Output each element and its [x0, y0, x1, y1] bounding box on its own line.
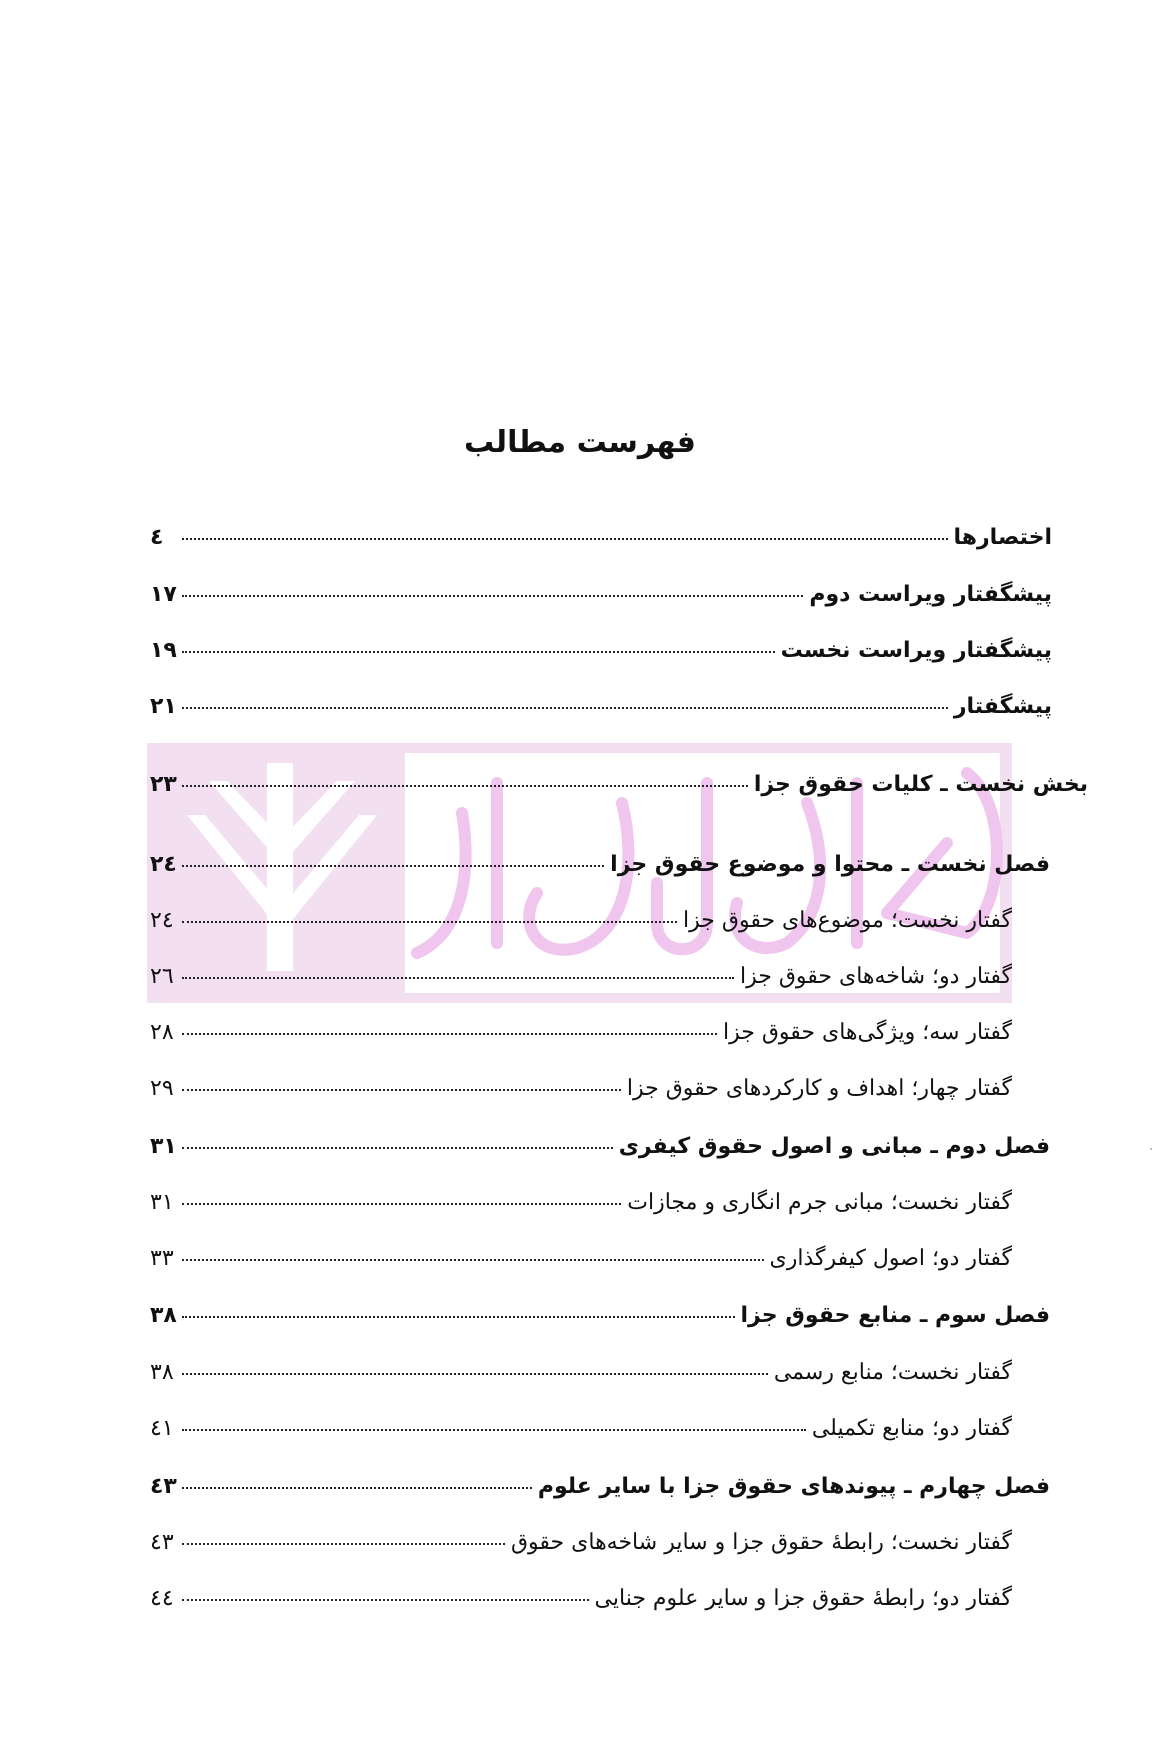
- toc-entry-page: ٤: [150, 525, 164, 550]
- toc-entry-label: گفتار چهار؛ اهداف و کارکردهای حقوق جزا: [626, 1076, 1012, 1101]
- toc-entry-label: گفتار نخست؛ رابطهٔ حقوق جزا و سایر شاخه‌های حقوق: [510, 1530, 1012, 1555]
- dotted-leader: [182, 1429, 806, 1431]
- toc-entry-page: ۲۳: [150, 772, 177, 797]
- dotted-leader: [182, 651, 775, 653]
- toc-entry-section[interactable]: [150, 1190, 1012, 1230]
- dotted-leader: [182, 707, 948, 709]
- toc-entry-page: ۳۱: [150, 1134, 177, 1159]
- toc-entry-label: پیشگفتار: [953, 694, 1052, 719]
- dotted-leader: [182, 1089, 621, 1091]
- dotted-leader: [182, 595, 803, 597]
- toc-entry-chapter[interactable]: [150, 852, 1050, 892]
- toc-entry-page: ٤۳: [150, 1474, 177, 1499]
- toc-entry-label: فصل چهارم ـ پیوندهای حقوق جزا با سایر علوم: [537, 1474, 1050, 1499]
- toc-entry-part[interactable]: [150, 772, 1088, 812]
- toc-entry-page: ۲۹: [150, 1076, 174, 1101]
- toc-entry-page: ۳۱: [150, 1190, 174, 1215]
- toc-entry-label: گفتار دو؛ منابع تکمیلی: [811, 1416, 1012, 1441]
- toc-entry-page: ۲٤: [150, 852, 177, 877]
- toc-entry-page: ۳۸: [150, 1360, 174, 1385]
- toc-entry-section[interactable]: [150, 964, 1012, 1004]
- toc-entry-page: ۲٤: [150, 908, 174, 933]
- toc-entry-label: بخش نخست ـ کلیات حقوق جزا: [753, 772, 1088, 797]
- dotted-leader: [182, 1316, 735, 1318]
- toc-entry-section[interactable]: [150, 908, 1012, 948]
- dotted-leader: [182, 1487, 532, 1489]
- toc-entry-label: فصل سوم ـ منابع حقوق جزا: [740, 1303, 1050, 1328]
- dotted-leader: [182, 1147, 613, 1149]
- toc-entry-label: فصل دوم ـ مبانی و اصول حقوق کیفری: [618, 1134, 1050, 1159]
- toc-entry-page: ۳۸: [150, 1303, 177, 1328]
- toc-entry-page: ۲٦: [150, 964, 174, 989]
- dotted-leader: [182, 1259, 764, 1261]
- toc-entry-chapter[interactable]: [150, 1303, 1050, 1343]
- toc-entry-chapter[interactable]: [150, 1474, 1050, 1514]
- toc-entry-label: گفتار دو؛ اصول کیفرگذاری: [769, 1246, 1012, 1271]
- toc-entry-label: پیشگفتار ویراست دوم: [809, 582, 1052, 607]
- toc-entry-label: فصل نخست ـ محتوا و موضوع حقوق جزا: [610, 852, 1050, 877]
- dotted-leader: [182, 538, 948, 540]
- toc-entry-page: ۱۹: [150, 638, 177, 663]
- page-title: فهرست مطالب: [464, 425, 696, 460]
- toc-entry-chapter[interactable]: [150, 1134, 1050, 1174]
- toc-entry-label: گفتار نخست؛ مبانی جرم انگاری و مجازات: [627, 1190, 1012, 1215]
- toc-entry-page: ۲۸: [150, 1020, 174, 1045]
- toc-entry-section[interactable]: [150, 1416, 1012, 1456]
- dotted-leader: [182, 977, 734, 979]
- toc-entry-page: ۳۳: [150, 1246, 174, 1271]
- toc-entry-label: گفتار دو؛ شاخه‌های حقوق جزا: [739, 964, 1012, 989]
- toc-entry-page: ٤٤: [150, 1586, 174, 1611]
- toc-entry-label: اختصارها: [953, 525, 1052, 550]
- toc-entry-page: ۱۷: [150, 582, 177, 607]
- toc-entry-label: گفتار سه؛ ویژگی‌های حقوق جزا: [723, 1020, 1012, 1045]
- toc-entry-page: ٤۳: [150, 1530, 174, 1555]
- toc-entry-label: گفتار نخست؛ منابع رسمی: [773, 1360, 1012, 1385]
- toc-entry-section[interactable]: [150, 1530, 1012, 1570]
- toc-entry-page: ٤۱: [150, 1416, 174, 1441]
- dotted-leader: [182, 1033, 717, 1035]
- toc-entry[interactable]: [150, 582, 1052, 622]
- toc-entry[interactable]: [150, 525, 1052, 565]
- toc-entry-label: پیشگفتار ویراست نخست: [780, 638, 1052, 663]
- dotted-leader: [182, 1203, 621, 1205]
- toc-entry-label: گفتار دو؛ رابطهٔ حقوق جزا و سایر علوم جنایی: [594, 1586, 1012, 1611]
- dotted-leader: [182, 865, 604, 867]
- dotted-leader: [182, 785, 748, 787]
- toc-entry-label: گفتار نخست؛ موضوع‌های حقوق جزا: [683, 908, 1012, 933]
- toc-entry-section[interactable]: [150, 1076, 1012, 1116]
- toc-entry-section[interactable]: [150, 1586, 1012, 1626]
- dotted-leader: [182, 1543, 505, 1545]
- toc-entry-section[interactable]: [150, 1020, 1012, 1060]
- toc-entry[interactable]: [150, 638, 1052, 678]
- toc-entry-page: ۲۱: [150, 694, 177, 719]
- toc-entry-section[interactable]: [150, 1360, 1012, 1400]
- toc-entry[interactable]: [150, 694, 1052, 734]
- dotted-leader: [182, 921, 677, 923]
- toc-entry-section[interactable]: [150, 1246, 1012, 1286]
- dotted-leader: [182, 1599, 589, 1601]
- dotted-leader: [182, 1373, 768, 1375]
